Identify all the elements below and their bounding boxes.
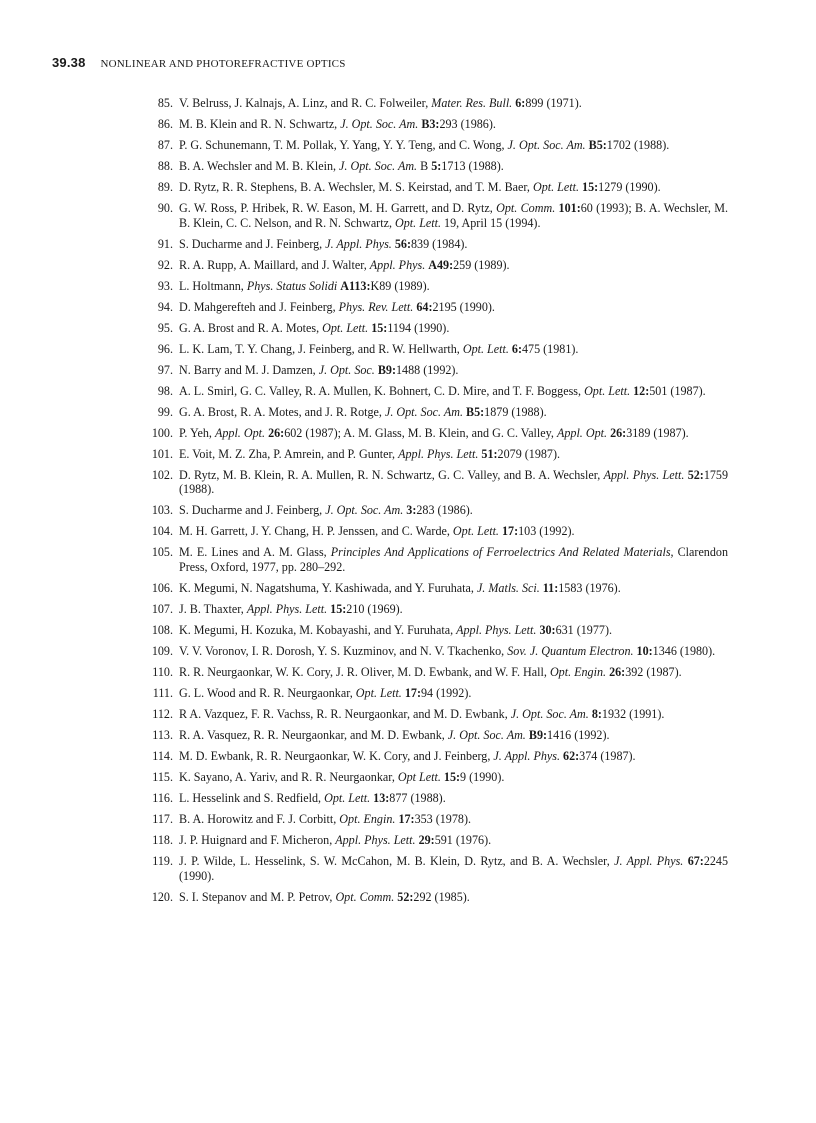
journal-title: J. Opt. Soc. Am. (507, 137, 586, 152)
reference-text (179, 258, 728, 273)
reference-segment: E. Voit, M. Z. Zha, P. Amrein, and P. Gunter, (179, 446, 399, 461)
reference-segment: D. Rytz, M. B. Klein, R. A. Mullen, R. N. Schwartz, G. C. Valley, and B. A. Wechsler, (179, 467, 604, 482)
journal-title: Appl. Phys. (369, 257, 426, 272)
reference-segment: G. A. Brost and R. A. Motes, (179, 320, 323, 335)
reference-text (179, 447, 728, 462)
reference-entry (142, 279, 728, 294)
reference-segment: G. L. Wood and R. R. Neurgaonkar, (179, 685, 356, 700)
volume-number: A49: (428, 257, 454, 272)
reference-text (179, 854, 728, 884)
reference-text (179, 468, 728, 498)
reference-number: 110. (152, 665, 173, 679)
reference-number: 109. (151, 644, 173, 659)
reference-segment: 1346 (1980). (652, 644, 716, 659)
reference-segment: 283 (1986). (416, 503, 473, 518)
reference-text (179, 96, 728, 111)
reference-entry (142, 854, 728, 884)
volume-number: 26: (609, 665, 626, 679)
reference-number: 108. (151, 623, 173, 638)
reference-number: 85. (157, 96, 173, 110)
reference-segment: G. W. Ross, P. Hribek, R. W. Eason, M. H. Garrett, and D. Rytz, (179, 200, 497, 215)
reference-text (179, 384, 728, 399)
volume-number: A113: (340, 278, 371, 293)
reference-number: 101. (151, 446, 173, 461)
reference-entry (142, 363, 728, 378)
reference-number: 118. (152, 832, 173, 847)
reference-number: 100. (151, 425, 173, 440)
journal-title: Sov. J. Quantum Electron. (507, 644, 634, 659)
reference-segment: L. Holtmann, (179, 278, 247, 293)
reference-number: 86. (157, 116, 173, 131)
journal-title: Principles And Applications of Ferroelectrics And Related Materials, (330, 545, 674, 560)
reference-entry (142, 180, 728, 195)
reference-number: 91. (157, 236, 173, 251)
journal-title: Opt. Engin. (549, 665, 607, 679)
reference-segment: 19, April 15 (1994). (441, 215, 541, 230)
journal-title: J. Matls. Sci. (476, 581, 540, 596)
volume-number: 67: (687, 853, 704, 868)
reference-segment: K. Megumi, N. Nagatshuma, Y. Kashiwada, and Y. Furuhata, (179, 581, 477, 596)
reference-segment: 60 (1993); B. A. Wechsler, M. B. Klein, C. C. Nelson, and R. N. Schwartz, (179, 200, 728, 230)
reference-number: 97. (157, 362, 173, 377)
reference-segment: B. A. Wechsler and M. B. Klein, (179, 158, 340, 173)
reference-segment: 1702 (1988). (606, 137, 670, 152)
reference-text (179, 159, 728, 174)
reference-segment: N. Barry and M. J. Damzen, (179, 362, 319, 377)
reference-segment: P. G. Schunemann, T. M. Pollak, Y. Yang, Y. Y. Teng, and C. Wong, (179, 137, 508, 152)
reference-number: 92. (157, 257, 173, 272)
reference-entry (142, 426, 728, 441)
journal-title: Mater. Res. Bull. (431, 96, 513, 110)
journal-title: Opt. Comm. (496, 200, 556, 215)
reference-number: 90. (157, 200, 173, 215)
reference-number: 120. (151, 889, 173, 904)
reference-number: 87. (157, 137, 173, 152)
volume-number: 30: (539, 623, 556, 638)
reference-segment: 210 (1969). (346, 602, 403, 617)
reference-number: 93. (157, 278, 173, 293)
reference-entry (142, 686, 728, 701)
reference-text (179, 201, 728, 231)
reference-text (179, 405, 728, 420)
reference-entry (142, 342, 728, 357)
reference-entry (142, 405, 728, 420)
reference-entry (142, 644, 728, 659)
reference-segment: R A. Vazquez, F. R. Vachss, R. R. Neurgaonkar, and M. D. Ewbank, (179, 706, 511, 721)
volume-number: 15: (443, 769, 461, 784)
volume-number: 11: (542, 581, 559, 596)
reference-segment: L. Hesselink and S. Redfield, (179, 790, 325, 805)
journal-title: Appl. Opt. (556, 425, 608, 440)
reference-entry (142, 728, 728, 743)
volume-number: 29: (418, 832, 435, 847)
reference-text (179, 138, 728, 153)
volume-number: 17: (404, 685, 421, 700)
reference-entry (142, 468, 728, 498)
reference-list (142, 96, 728, 911)
reference-segment: G. A. Brost, R. A. Motes, and J. R. Rotge, (179, 404, 385, 419)
journal-title: Opt. Lett. (584, 383, 631, 398)
reference-text (179, 279, 728, 294)
reference-segment: Clarendon Press, Oxford, 1977, pp. 280–292. (179, 545, 728, 575)
volume-number: B3: (421, 116, 440, 131)
journal-title: Opt. Lett. (324, 790, 371, 805)
journal-title: Appl. Phys. Lett. (603, 467, 685, 482)
volume-number: 62: (563, 748, 580, 763)
volume-number: 101: (558, 200, 581, 215)
reference-segment: B. A. Horowitz and F. J. Corbitt, (179, 811, 340, 826)
reference-entry (142, 623, 728, 638)
reference-entry (142, 321, 728, 336)
journal-title: J. Opt. Soc. Am. (447, 727, 526, 742)
volume-number: 5: (431, 158, 442, 173)
reference-entry (142, 300, 728, 315)
volume-number: 15: (371, 320, 388, 335)
reference-text (179, 728, 728, 743)
volume-number: 3: (406, 503, 417, 518)
reference-segment: 353 (1978). (414, 811, 471, 826)
volume-number: B5: (466, 404, 485, 419)
journal-title: Opt. Engin. (339, 811, 396, 826)
reference-text (179, 503, 728, 518)
reference-segment: D. Rytz, R. R. Stephens, B. A. Wechsler, M. S. Keirstad, and T. M. Baer, (179, 179, 533, 194)
reference-segment: 103 (1992). (518, 524, 575, 539)
reference-text (179, 581, 728, 596)
reference-segment: J. P. Huignard and F. Micheron, (179, 832, 336, 847)
reference-segment: 631 (1977). (555, 623, 612, 638)
reference-segment: 259 (1989). (453, 257, 510, 272)
journal-title: Phys. Rev. Lett. (338, 299, 414, 314)
journal-title: J. Appl. Phys. (325, 236, 392, 251)
reference-segment: 9 (1990). (460, 769, 505, 784)
reference-entry (142, 96, 728, 111)
reference-segment: 1194 (1990). (387, 320, 450, 335)
journal-title: Opt. Lett. (322, 320, 369, 335)
reference-number: 88. (157, 158, 173, 173)
journal-title: J. Opt. Soc. Am. (325, 503, 404, 518)
journal-title: Appl. Phys. Lett. (335, 832, 416, 847)
reference-text (179, 180, 728, 195)
reference-number: 96. (157, 341, 173, 356)
volume-number: 17: (501, 524, 519, 539)
reference-segment: 877 (1988). (389, 790, 446, 805)
reference-segment: M. D. Ewbank, R. R. Neurgaonkar, W. K. Cory, and J. Feinberg, (179, 748, 494, 763)
reference-text (179, 623, 728, 638)
reference-segment: D. Mahgerefteh and J. Feinberg, (179, 299, 339, 314)
reference-segment: J. B. Thaxter, (179, 602, 247, 617)
reference-segment: 1759 (1988). (179, 467, 728, 497)
reference-number: 102. (151, 467, 173, 482)
volume-number: 52: (397, 889, 414, 904)
reference-number: 98. (157, 383, 173, 398)
reference-segment: 1416 (1992). (547, 727, 610, 742)
volume-number: 26: (610, 425, 627, 440)
reference-segment: S. I. Stepanov and M. P. Petrov, (179, 889, 336, 904)
reference-entry (142, 237, 728, 252)
reference-segment: 1932 (1991). (601, 706, 665, 721)
reference-number: 95. (157, 320, 173, 335)
journal-title: J. Appl. Phys. (493, 748, 560, 763)
reference-text (179, 644, 728, 659)
reference-entry (142, 707, 728, 722)
reference-number: 119. (152, 853, 173, 868)
volume-number: 26: (268, 425, 285, 440)
reference-segment: M. E. Lines and A. M. Glass, (179, 545, 331, 560)
journal-title: Opt. Lett. (532, 179, 580, 194)
running-title: NONLINEAR AND PHOTOREFRACTIVE OPTICS (100, 58, 346, 70)
reference-entry (142, 503, 728, 518)
reference-segment: 374 (1987). (579, 748, 636, 763)
reference-segment: R. R. Neurgaonkar, W. K. Cory, J. R. Oliver, M. D. Ewbank, and W. F. Hall, (179, 665, 550, 679)
reference-segment: R. A. Rupp, A. Maillard, and J. Walter, (179, 257, 370, 272)
reference-text (179, 363, 728, 378)
reference-segment: 1879 (1988). (484, 404, 547, 419)
reference-segment: V. Belruss, J. Kalnajs, A. Linz, and R. C. Folweiler, (179, 96, 432, 110)
reference-segment: 94 (1992). (420, 685, 472, 700)
reference-segment: S. Ducharme and J. Feinberg, (179, 503, 326, 518)
reference-segment: 1583 (1976). (558, 581, 621, 596)
reference-entry (142, 791, 728, 806)
reference-text (179, 686, 728, 701)
journal-title: J. Opt. Soc. Am. (339, 158, 418, 173)
volume-number: 10: (636, 644, 653, 659)
volume-number: B9: (528, 727, 548, 742)
volume-number: 64: (416, 299, 433, 314)
reference-text (179, 791, 728, 806)
reference-text (179, 117, 728, 132)
reference-number: 111. (152, 685, 173, 700)
reference-entry (142, 602, 728, 617)
reference-segment: 591 (1976). (434, 832, 492, 847)
reference-number: 112. (152, 706, 173, 721)
volume-number: B5: (588, 137, 607, 152)
reference-entry (142, 833, 728, 848)
reference-entry (142, 258, 728, 273)
journal-title: Opt. Lett. (395, 215, 442, 230)
volume-number: 15: (582, 179, 599, 194)
reference-segment: 293 (1986). (439, 116, 496, 131)
reference-entry (142, 138, 728, 153)
journal-title: J. Opt. Soc. Am. (340, 116, 419, 131)
reference-segment: 292 (1985). (413, 889, 470, 904)
reference-number: 115. (152, 769, 173, 784)
reference-segment: K. Sayano, A. Yariv, and R. R. Neurgaonkar, (179, 769, 398, 784)
journal-title: Opt Lett. (397, 769, 441, 784)
reference-text (179, 833, 728, 848)
reference-entry (142, 384, 728, 399)
journal-title: Phys. Status Solidi (246, 278, 338, 293)
volume-number: 52: (687, 467, 704, 482)
reference-entry (142, 447, 728, 462)
reference-number: 114. (152, 748, 173, 763)
reference-number: 89. (157, 179, 173, 194)
reference-text (179, 890, 728, 905)
running-header (52, 55, 346, 70)
journal-title: J. Opt. Soc. (318, 362, 375, 377)
reference-text (179, 749, 728, 764)
reference-number: 94. (157, 299, 173, 314)
reference-segment: 602 (1987); A. M. Glass, M. B. Klein, and G. C. Valley, (284, 425, 557, 440)
journal-title: Appl. Phys. Lett. (456, 623, 537, 638)
reference-segment: P. Yeh, (179, 425, 215, 440)
reference-number: 103. (151, 503, 173, 518)
reference-number: 106. (151, 581, 173, 596)
journal-title: J. Opt. Soc. Am. (510, 706, 589, 721)
reference-text (179, 237, 728, 252)
reference-number: 99. (157, 404, 173, 419)
reference-segment: K89 (1989). (370, 278, 430, 293)
reference-entry (142, 890, 728, 905)
journal-title: Opt. Lett. (355, 685, 402, 700)
reference-number: 107. (151, 602, 173, 617)
reference-entry (142, 665, 728, 680)
reference-segment: 2245 (1990). (179, 853, 728, 883)
reference-segment: 3189 (1987). (626, 425, 689, 440)
reference-entry (142, 545, 728, 575)
reference-text (179, 426, 728, 441)
reference-entry (142, 770, 728, 785)
journal-title: Opt. Comm. (335, 889, 395, 904)
volume-number: 12: (633, 383, 650, 398)
reference-text (179, 770, 728, 785)
reference-segment: 1488 (1992). (395, 362, 459, 377)
reference-segment: 2195 (1990). (432, 299, 495, 314)
reference-segment: 1279 (1990). (598, 179, 661, 194)
volume-number: 51: (481, 446, 498, 461)
volume-number: 15: (330, 602, 347, 617)
reference-segment: A. L. Smirl, G. C. Valley, R. A. Mullen, K. Bohnert, C. D. Mire, and T. F. Boggess, (179, 383, 585, 398)
reference-entry (142, 159, 728, 174)
reference-number: 117. (152, 811, 173, 826)
reference-number: 105. (151, 545, 173, 560)
volume-number: 56: (394, 236, 411, 251)
reference-text (179, 545, 728, 575)
reference-text (179, 321, 728, 336)
reference-entry (142, 749, 728, 764)
reference-segment: 392 (1987). (625, 665, 682, 679)
reference-number: 104. (151, 524, 173, 539)
reference-text (179, 812, 728, 827)
reference-entry (142, 117, 728, 132)
reference-text (179, 665, 728, 680)
volume-number: 13: (373, 790, 390, 805)
reference-text (179, 707, 728, 722)
reference-segment: 899 (1971). (525, 96, 582, 110)
journal-title: J. Opt. Soc. Am. (384, 404, 463, 419)
reference-segment: M. H. Garrett, J. Y. Chang, H. P. Jenssen, and C. Warde, (179, 524, 453, 539)
journal-title: Appl. Opt. (214, 425, 266, 440)
reference-number: 113. (152, 727, 173, 742)
journal-title: Opt. Lett. (452, 524, 499, 539)
reference-entry (142, 201, 728, 231)
reference-segment: S. Ducharme and J. Feinberg, (179, 236, 326, 251)
page-number: 39.38 (52, 55, 86, 70)
reference-segment: V. V. Voronov, I. R. Dorosh, Y. S. Kuzminov, and N. V. Tkachenko, (179, 644, 508, 659)
reference-entry (142, 524, 728, 539)
reference-segment: R. A. Vasquez, R. R. Neurgaonkar, and M. D. Ewbank, (179, 727, 448, 742)
reference-segment: K. Megumi, H. Kozuka, M. Kobayashi, and Y. Furuhata, (179, 623, 457, 638)
reference-text (179, 602, 728, 617)
reference-segment: 1713 (1988). (441, 158, 504, 173)
volume-number: 17: (398, 811, 415, 826)
reference-segment: B (417, 158, 432, 173)
journal-title: Opt. Lett. (462, 341, 509, 356)
reference-text (179, 300, 728, 315)
journal-title: J. Appl. Phys. (614, 853, 684, 868)
reference-entry (142, 812, 728, 827)
volume-number: 6: (515, 96, 526, 110)
reference-segment: M. B. Klein and R. N. Schwartz, (179, 116, 341, 131)
journal-title: Appl. Phys. Lett. (398, 446, 479, 461)
reference-segment: 475 (1981). (521, 341, 579, 356)
volume-number: 8: (591, 706, 602, 721)
volume-number: B9: (377, 362, 396, 377)
reference-segment: L. K. Lam, T. Y. Chang, J. Feinberg, and R. W. Hellwarth, (179, 341, 463, 356)
volume-number: 6: (511, 341, 522, 356)
reference-entry (142, 581, 728, 596)
reference-segment: 501 (1987). (649, 383, 706, 398)
reference-text (179, 342, 728, 357)
reference-segment: 839 (1984). (411, 236, 468, 251)
reference-segment: J. P. Wilde, L. Hesselink, S. W. McCahon, M. B. Klein, D. Rytz, and B. A. Wechsler, (179, 853, 615, 868)
reference-segment: 2079 (1987). (497, 446, 561, 461)
journal-title: Appl. Phys. Lett. (246, 602, 328, 617)
reference-number: 116. (152, 790, 173, 805)
reference-text (179, 524, 728, 539)
